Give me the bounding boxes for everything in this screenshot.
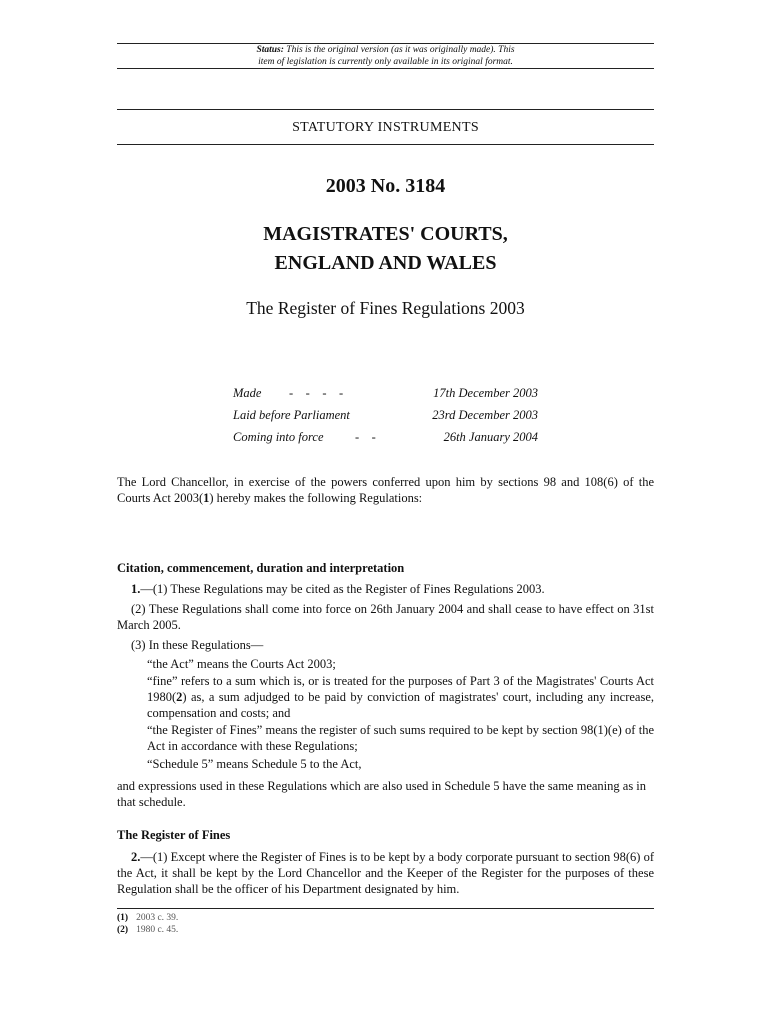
date-row-force <box>233 430 538 452</box>
regulation-1-paragraph-2: (2) These Regulations shall come into force on 26th January 2004 and shall cease to have effect on 31st March 2005. <box>117 602 654 632</box>
series-heading: STATUTORY INSTRUMENTS <box>292 120 479 135</box>
status-bottom-rule <box>117 68 654 69</box>
regulation-2-paragraph-1 <box>117 849 654 897</box>
definition-text: “fine” refers to a sum which is, or is treated for the purposes of Part 3 of the Magistrates' Courts Act 1980( <box>147 674 654 704</box>
regulation-1-paragraph-1 <box>117 581 654 597</box>
preamble-text-end: ) hereby makes the following Regulations: <box>209 491 423 505</box>
date-value: 23rd December 2003 <box>432 408 538 422</box>
subject-line-1: MAGISTRATES' COURTS, <box>263 223 508 245</box>
date-label: Made <box>233 386 262 400</box>
date-label: Coming into force <box>233 430 324 444</box>
preamble-text: The Lord Chancellor, in exercise of the powers conferred upon him by sections 98 and 108(6) of the Courts Act 2003( <box>117 475 654 505</box>
footnote-2 <box>117 925 178 936</box>
si-number: 2003 No. 3184 <box>325 175 446 197</box>
footnote-text: 1980 c. 45. <box>136 925 179 935</box>
definition-schedule: “Schedule 5” means Schedule 5 to the Act, <box>147 757 362 771</box>
date-row-laid <box>233 408 538 430</box>
header-bottom-rule <box>117 144 654 145</box>
footnote-ref-1[interactable]: 1 <box>203 491 210 505</box>
date-dashes: - - - - <box>289 386 344 400</box>
date-value: 26th January 2004 <box>443 430 538 444</box>
subject-line-2: ENGLAND AND WALES <box>274 252 497 274</box>
definition-register: “the Register of Fines” means the register of such sums required to be kept by section 98(1)(e) of the Act in accordance with these Regulations; <box>147 723 654 753</box>
instrument-title: The Register of Fines Regulations 2003 <box>246 298 525 318</box>
paragraph-text: —(1) Except where the Register of Fines is to be kept by a body corporate pursuant to section 98(6) of the Act, it shall be kept by the Lord Chancellor and the Keeper of the Register for the purposes of these Regulation shall be the officer of his Department designated by him. <box>117 850 654 896</box>
footnote-mark: (2) <box>117 925 129 935</box>
date-value: 17th December 2003 <box>433 386 538 400</box>
footnote-text: 2003 c. 39. <box>136 913 179 923</box>
date-dashes: - - <box>355 430 376 444</box>
status-banner <box>117 44 654 68</box>
date-label: Laid before Parliament <box>233 408 350 422</box>
footnote-rule <box>117 908 654 909</box>
regulation-number: 2. <box>131 850 141 864</box>
regulation-number: 1. <box>131 582 141 596</box>
definition-fine <box>117 673 654 721</box>
footnote-mark: (1) <box>117 913 129 923</box>
definition-text-end: ) as, a sum adjudged to be paid by conviction of magistrates' court, including any increase, compensation and costs; and <box>147 690 654 720</box>
status-label: Status: <box>256 45 284 55</box>
header-top-rule <box>117 109 654 110</box>
section-heading-citation: Citation, commencement, duration and interpretation <box>117 561 405 575</box>
section-heading-register: The Register of Fines <box>117 828 231 842</box>
regulation-1-paragraph-3: (3) In these Regulations— <box>131 638 264 652</box>
footnote-1 <box>117 913 178 924</box>
definition-act: “the Act” means the Courts Act 2003; <box>147 657 336 671</box>
status-line-2: item of legislation is currently only available in its original format. <box>258 57 513 67</box>
status-line-1: This is the original version (as it was originally made). This <box>286 45 515 55</box>
closing-paragraph: and expressions used in these Regulations which are also used in Schedule 5 have the same meaning as in that schedule. <box>117 779 647 809</box>
date-row-made <box>233 386 538 408</box>
footnote-ref-2[interactable]: 2 <box>176 690 183 704</box>
paragraph-text: —(1) These Regulations may be cited as the Register of Fines Regulations 2003. <box>140 582 545 596</box>
subject-heading <box>117 220 654 278</box>
dates-table <box>233 386 538 452</box>
preamble <box>117 474 654 506</box>
